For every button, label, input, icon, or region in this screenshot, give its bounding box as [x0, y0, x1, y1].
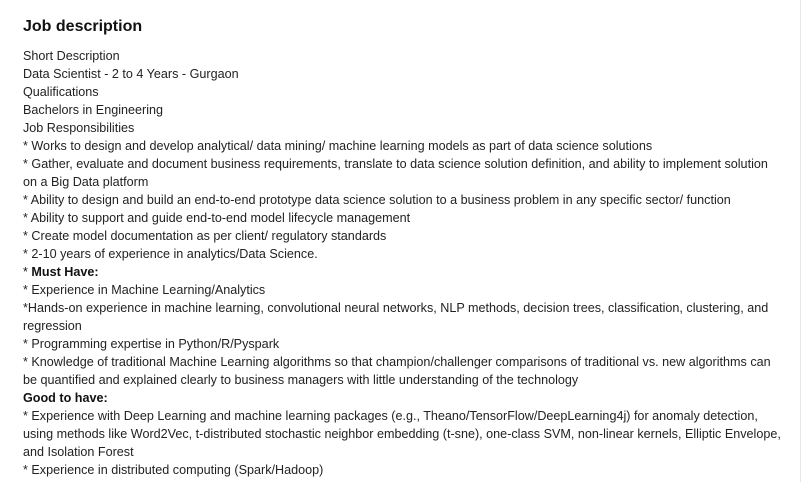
- line-text: * Experience with Deep Learning and machine learning packages (e.g., Theano/TensorFlow/DeepLearning4j) for anomaly detection, using methods like Word2Vec, t-distributed stochastic neighbor embedding (t-sne), one-class SVM, non-linear kernels, Elliptic Envelope, and Isolation Forest: [23, 409, 781, 459]
- job-description-heading: Job description: [23, 18, 143, 35]
- job-description-line: [23, 119, 783, 137]
- line-text: Qualifications: [23, 85, 99, 99]
- line-text: Job Responsibilities: [23, 121, 135, 135]
- line-text: * 2-10 years of experience in analytics/Data Science.: [23, 247, 318, 261]
- job-description-line: [23, 461, 783, 479]
- job-description-line: [23, 137, 783, 155]
- job-description-line: [23, 101, 783, 119]
- line-text: * Knowledge of traditional Machine Learning algorithms so that champion/challenger comparisons of traditional vs. new algorithms can be quantified and explained clearly to business managers with little understanding of the technology: [23, 355, 771, 387]
- line-text: * Gather, evaluate and document business requirements, translate to data science solution definition, and ability to implement solution on a Big Data platform: [23, 157, 768, 189]
- job-description-line: [23, 407, 783, 461]
- job-description-line: [23, 299, 783, 335]
- job-description-line: [23, 263, 783, 281]
- job-description-line: [23, 281, 783, 299]
- bullet-prefix: *: [23, 265, 32, 279]
- job-description-line: [23, 209, 783, 227]
- line-text: Data Scientist - 2 to 4 Years - Gurgaon: [23, 67, 239, 81]
- job-description-line: [23, 389, 783, 407]
- line-text: * Experience in Machine Learning/Analytics: [23, 283, 266, 297]
- job-description-line: [23, 227, 783, 245]
- job-description-line: [23, 47, 783, 65]
- job-description-section: [23, 17, 783, 479]
- job-description-line: [23, 83, 783, 101]
- job-description-lines: [23, 47, 783, 479]
- line-text: Bachelors in Engineering: [23, 103, 164, 117]
- job-description-line: [23, 191, 783, 209]
- job-description-line: [23, 353, 783, 389]
- job-description-line: [23, 245, 783, 263]
- line-text: * Ability to support and guide end-to-end model lifecycle management: [23, 211, 411, 225]
- line-text: * Ability to design and build an end-to-end prototype data science solution to a business problem in any specific sector/ function: [23, 193, 731, 207]
- job-description-line: [23, 155, 783, 191]
- line-text: * Works to design and develop analytical/ data mining/ machine learning models as part of data science solutions: [23, 139, 653, 153]
- line-text: *Hands-on experience in machine learning, convolutional neural networks, NLP methods, decision trees, classification, clustering, and regression: [23, 301, 769, 333]
- job-description-line: [23, 335, 783, 353]
- job-description-line: [23, 65, 783, 83]
- line-text: Must Have:: [31, 265, 99, 279]
- line-text: * Experience in distributed computing (Spark/Hadoop): [23, 463, 324, 477]
- line-text: * Create model documentation as per client/ regulatory standards: [23, 229, 387, 243]
- line-text: Good to have:: [23, 391, 108, 405]
- line-text: Short Description: [23, 49, 120, 63]
- line-text: * Programming expertise in Python/R/Pyspark: [23, 337, 280, 351]
